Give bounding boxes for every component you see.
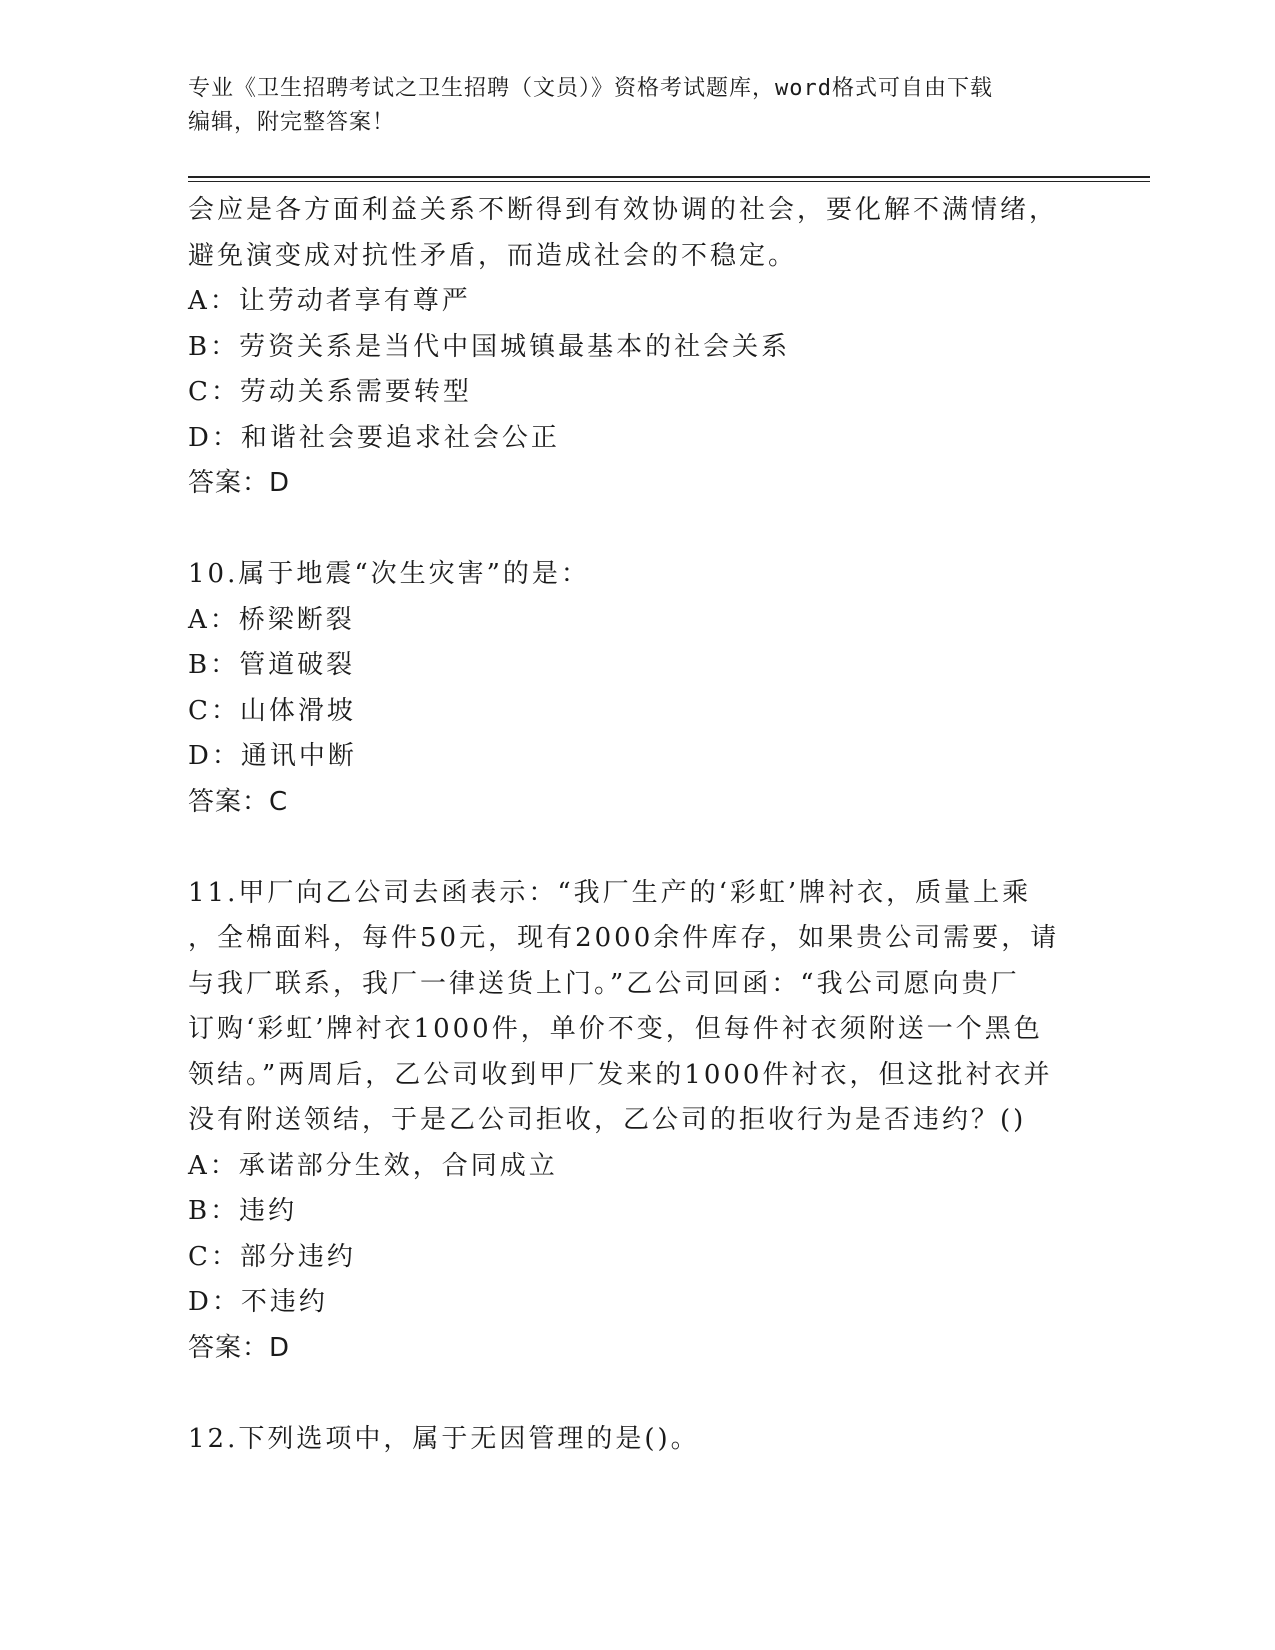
- question-10: [188, 552, 1088, 825]
- answer: 答案：D: [188, 1332, 291, 1363]
- header-line-1: 专业《卫生招聘考试之卫生招聘（文员）》资格考试题库，word格式可自由下载: [188, 76, 993, 101]
- question-stem-line: 领结。”两周后，乙公司收到甲厂发来的1000件衬衣，但这批衬衣并: [188, 1059, 1053, 1090]
- question-stem-line: 12.下列选项中，属于无因管理的是()。: [188, 1423, 700, 1454]
- header-rule-thick: [188, 176, 1150, 178]
- answer: 答案：D: [188, 468, 291, 498]
- question-stem-line: 与我厂联系，我厂一律送货上门。”乙公司回函：“我公司愿向贵厂: [188, 968, 1020, 999]
- option-c: C：部分违约: [188, 1241, 356, 1272]
- spacer: [188, 1371, 1088, 1417]
- option-a: A：桥梁断裂: [188, 604, 355, 635]
- option-d: D：和谐社会要追求社会公正: [188, 422, 560, 453]
- option-b: B：管道破裂: [188, 650, 356, 680]
- question-stem-line: 订购‘彩虹’牌衬衣1000件，单价不变，但每件衬衣须附送一个黑色: [188, 1014, 1043, 1044]
- question-stem-line: 会应是各方面利益关系不断得到有效协调的社会，要化解不满情绪，: [188, 195, 1059, 225]
- option-b: B：劳资关系是当代中国城镇最基本的社会关系: [188, 331, 791, 362]
- option-d: D：不违约: [188, 1287, 328, 1317]
- option-b: B：违约: [188, 1196, 298, 1226]
- document-header: [188, 72, 1068, 140]
- question-stem-line: 没有附送领结，于是乙公司拒收，乙公司的拒收行为是否违约？(): [188, 1105, 1027, 1135]
- header-line-2: 编辑，附完整答案！: [188, 110, 396, 135]
- option-a: A：承诺部分生效，合同成立: [188, 1150, 558, 1181]
- question-12: [188, 1417, 1088, 1463]
- option-a: A：让劳动者享有尊严: [188, 286, 471, 316]
- header-rule-thin: [188, 181, 1150, 182]
- spacer: [188, 825, 1088, 871]
- option-c: C：劳动关系需要转型: [188, 377, 472, 407]
- question-stem-line: ，全棉面料，每件50元，现有2000余件库存，如果贵公司需要，请: [188, 923, 1060, 953]
- answer: 答案：C: [188, 786, 289, 817]
- question-list: [188, 188, 1088, 1462]
- question-stem-line: 10.属于地震“次生灾害”的是：: [188, 559, 590, 589]
- question-9: [188, 188, 1088, 507]
- question-11: [188, 871, 1088, 1372]
- spacer: [188, 507, 1088, 553]
- option-c: C：山体滑坡: [188, 695, 356, 726]
- option-d: D：通讯中断: [188, 741, 357, 771]
- question-stem-line: 11.甲厂向乙公司去函表示：“我厂生产的‘彩虹’牌衬衣，质量上乘: [188, 877, 1032, 908]
- question-stem-line: 避免演变成对抗性矛盾，而造成社会的不稳定。: [188, 240, 798, 271]
